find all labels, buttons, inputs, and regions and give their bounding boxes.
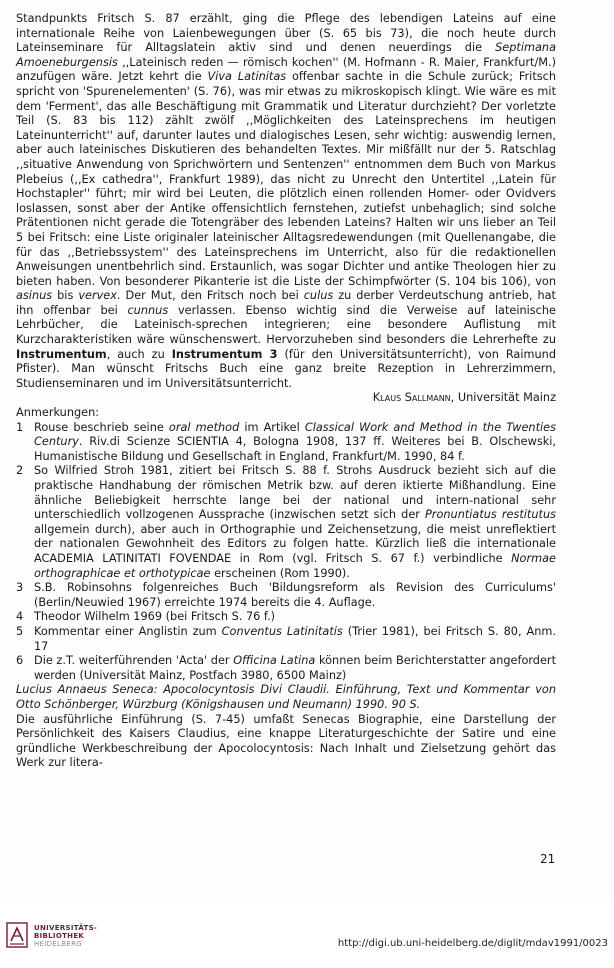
footnote-4: 4 Theodor Wilhelm 1969 (bei Fritsch S. 76 f.) xyxy=(16,610,276,624)
review-heading: Lucius Annaeus Seneca: Apocolocyntosis Divi Claudii. Einführung, Text und Kommentar von Otto Schönberger, Würzburg (Königshausen und Neumann) 1990. 90 S. xyxy=(16,683,556,711)
footnote-3: 3 S.B. Robinsohns folgenreiches Buch 'Bildungsreform als Revision des Curriculums' (Berlin/Neuwied 1967) erreichte 1974 bereits die 4. Auflage. xyxy=(16,581,556,609)
notes-heading: Anmerkungen: xyxy=(16,406,100,420)
source-url-link[interactable]: http://digi.ub.uni-heidelberg.de/diglit/mdav1991/0023 xyxy=(337,938,608,949)
footnotes-list xyxy=(16,421,556,684)
footnote-5: 5 Kommentar einer Anglistin zum Conventus Latinitatis (Trier 1981), bei Fritsch S. 80, Anm. 17 xyxy=(16,624,557,653)
main-paragraph: Standpunkts Fritsch S. 87 erzählt, ging die Pflege des lebendigen Lateins auf eine internationale Reihe von Laienbewegungen über (S. 65 bis 73), die noch heute durch Lateinseminare für Alltagslatein aktiv sind und denen neuerdings die Septimana Amoeneburgensis ,,Lateinisch reden — römisch kochen'' (M. Hofmann - R. Maier, Frankfurt/M.) anzufügen wäre. Jetzt kehrt die Viva Latinitas offenbar sachte in die Schule zurück; Fritsch spricht von 'Spurenelementen' (S. 76), was mir etwas zu mikroskopisch klingt. Wie wäre es mit dem 'Ferment', das alle Beschäftigung mit Grammatik und Literatur durchzieht? Der vorletzte Teil (S. 83 bis 112) zählt zwölf ,,Möglichkeiten des Lateinsprechens im heutigen Lateinunterricht'' auf, darunter lautes und dialogisches Lesen, sehr wichtig: auswendig lernen, aber auch lateinisches Diskutieren des behandelten Textes. Mir mißfällt nur der 5. Ratschlag ,,situative Anwendung von Sprichwörtern und Sentenzen'' entnommen dem Buch von Markus Plebeius (,,Ex cathedra'', Frankfurt 1989), das nicht zu Unrecht den Untertitel ,,Latein für Hochstapler'' führt; mir wird bei Leuten, die plötzlich einen rollenden Homer- oder Ovidvers loslassen, sonst aber der Antike offensichtlich fernstehen, zutiefst unbehaglich; sind solche Prätentionen nicht gerade die Totengräber des lebenden Lateins? Halten wir uns lieber an Teil 5 bei Fritsch: eine Liste originaler lateinischer Alltagsredewendungen (mit Quellenangabe, die für das ,,Betriebssystem'' des Lateinsprechens im Unterricht, also für die redaktionellen Anweisungen unentbehrlich sind. Erstaunlich, was sogar Dichter und antike Theologen hier zu bieten haben. Von besonderer Pikanterie ist die Liste der Schimpfwörter (S. 104 bis 106), von asinus bis vervex. Der Mut, den Fritsch noch bei culus zu derber Verdeutschung antrieb, hat ihn offenbar bei cunnus verlassen. Ebenso wichtig sind die Verweise auf lateinische Lehrbücher, die Lateinisch-sprechen integrieren; eine besondere Auflistung mit Kurzcharakteristiken wäre wünschenswert. Hervorzuheben sind besonders die Lehrerhefte zu Instrumentum, auch zu Instrumentum 3 (für den Universitätsunterricht), von Raimund Pfister). Man wünscht Fritschs Buch eine ganz breite Rezeption in Lehrerzimmern, Studienseminaren und im Universitätsunterricht. xyxy=(16,12,557,390)
library-logo-icon xyxy=(6,922,28,948)
footnote-1: 1 Rouse beschrieb seine oral method im Artikel Classical Work and Method in the Twenties Century. Riv.di Scienze SCIENTIA 4, Bologna 1908, 137 ff. Weiteres bei B. Olschewski, Humanistische Bildung und Gesellschaft in England, Frankfurt/M. 1990, 84 f. xyxy=(16,420,556,463)
library-name: UNIVERSITÄTS- BIBLIOTHEK HEIDELBERG xyxy=(34,924,98,948)
review-body: Die ausführliche Einführung (S. 7-45) umfaßt Senecas Biographie, eine Darstellung der Persönlichkeit des Kaisers Claudius, eine knappe Literaturgeschichte der Satire und eine gründliche Werkbeschreibung der Apocolocyntosis: Nach Inhalt und Zielsetzung gehört das Werk zur litera- xyxy=(16,712,556,770)
page-number: 21 xyxy=(540,852,556,866)
footer-bar xyxy=(0,900,614,968)
footnote-2: 2 So Wilfried Stroh 1981, zitiert bei Fritsch S. 88 f. Strohs Ausdruck bezieht sich auf die praktische Handhabung der römischen Metrik bzw. auf deren iktierte Mißhandlung. Eine ähnliche Beliebigkeit herrschte lange bei der national und intern-national sehr unterschiedlich vollzogenen Aussprache (inzwischen setzt sich der Pronuntiatus restitutus allgemein durch), aber auch in Orthographie und Zeichensetzung, die meist unreflektiert der nationalen Gewohnheit des Editors zu folgen hatte. Kürzlich ließ die internationale ACADEMIA LATINITATI FOVENDAE in Rom (vgl. Fritsch S. 67 f.) verbindliche Normae orthographicae et orthotypicae erscheinen (Rom 1990). xyxy=(16,464,556,580)
footnote-6: 6 Die z.T. weiterführenden 'Acta' der Officina Latina können beim Berichterstatter angefordert werden (Universität Mainz, Postfach 3980, 6500 Mainz) xyxy=(16,654,557,682)
review-signature: Klaus Sallmann, Universität Mainz xyxy=(372,391,556,405)
page-text xyxy=(16,12,556,771)
